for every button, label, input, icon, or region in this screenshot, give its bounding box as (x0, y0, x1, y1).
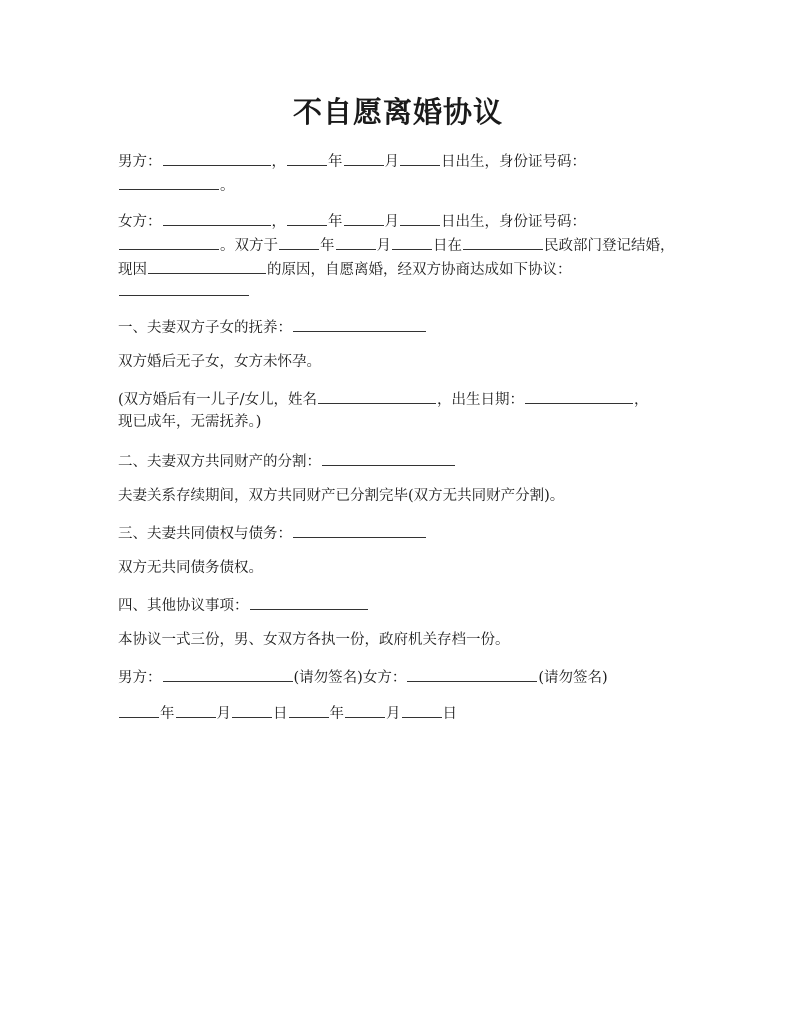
reason-line: 现因 的原因，自愿离婚，经双方协商达成如下协议： (118, 258, 572, 280)
registry-blank (463, 234, 543, 250)
female-label: 女方： (118, 214, 162, 230)
male-name-blank (163, 150, 271, 166)
date-line: 年 月 日 年 月 日 (118, 702, 457, 724)
section-2-body: 夫妻关系存续期间，双方共同财产已分割完毕(双方无共同财产分割)。 (118, 488, 565, 504)
signature-line: 男方： (请勿签名)女方： (请勿签名) (118, 666, 608, 688)
male-birth-year-blank (287, 150, 327, 166)
section-3-body: 双方无共同债务债权。 (118, 560, 263, 576)
female-birth-month-blank (344, 210, 384, 226)
section-1-heading: 一、夫妻双方子女的抚养： (118, 316, 427, 338)
section-1-alt-line: (双方婚后有一儿子/女儿，姓名 ，出生日期： ， (118, 388, 649, 410)
male-birth-month-blank (344, 150, 384, 166)
marriage-day-blank (392, 234, 432, 250)
female-sign-day-blank (402, 702, 442, 718)
female-id-blank (119, 234, 219, 250)
female-birth-year-blank (287, 210, 327, 226)
child-name-blank (318, 388, 436, 404)
section-1-body: 双方婚后无子女，女方未怀孕。 (118, 354, 321, 370)
female-signature-blank (407, 666, 537, 682)
section-4-body: 本协议一式三份，男、女双方各执一份，政府机关存档一份。 (118, 632, 510, 648)
section-3-blank (293, 522, 426, 538)
male-sign-day-blank (232, 702, 272, 718)
male-id-line: 。 (118, 174, 235, 196)
section-4-heading: 四、其他协议事项： (118, 594, 369, 616)
section-3-heading: 三、夫妻共同债权与债务： (118, 522, 427, 544)
extra-blank (119, 280, 249, 296)
male-sign-month-blank (176, 702, 216, 718)
section-4-blank (250, 594, 368, 610)
female-info-line: 女方： ， 年 月 日出生，身份证号码： (118, 210, 586, 232)
female-birth-day-blank (400, 210, 440, 226)
male-id-blank (119, 174, 219, 190)
section-2-blank (322, 450, 455, 466)
female-sign-month-blank (345, 702, 385, 718)
male-birth-day-blank (400, 150, 440, 166)
male-label: 男方： (118, 154, 162, 170)
male-sign-year-blank (119, 702, 159, 718)
marriage-month-blank (336, 234, 376, 250)
female-name-blank (163, 210, 271, 226)
section-1-alt-tail: 现已成年，无需抚养。) (118, 414, 262, 430)
section-1-blank (293, 316, 426, 332)
male-signature-blank (163, 666, 293, 682)
marriage-line: 。双方于 年 月 日在 民政部门登记结婚， (118, 234, 675, 256)
male-info-line: 男方： ， 年 月 日出生，身份证号码： (118, 150, 586, 172)
child-birthdate-blank (525, 388, 633, 404)
page-title: 不自愿离婚协议 (292, 95, 503, 129)
female-sign-year-blank (289, 702, 329, 718)
reason-blank (148, 258, 266, 274)
marriage-year-blank (279, 234, 319, 250)
section-2-heading: 二、夫妻双方共同财产的分割： (118, 450, 456, 472)
extra-blank-line (118, 280, 250, 302)
